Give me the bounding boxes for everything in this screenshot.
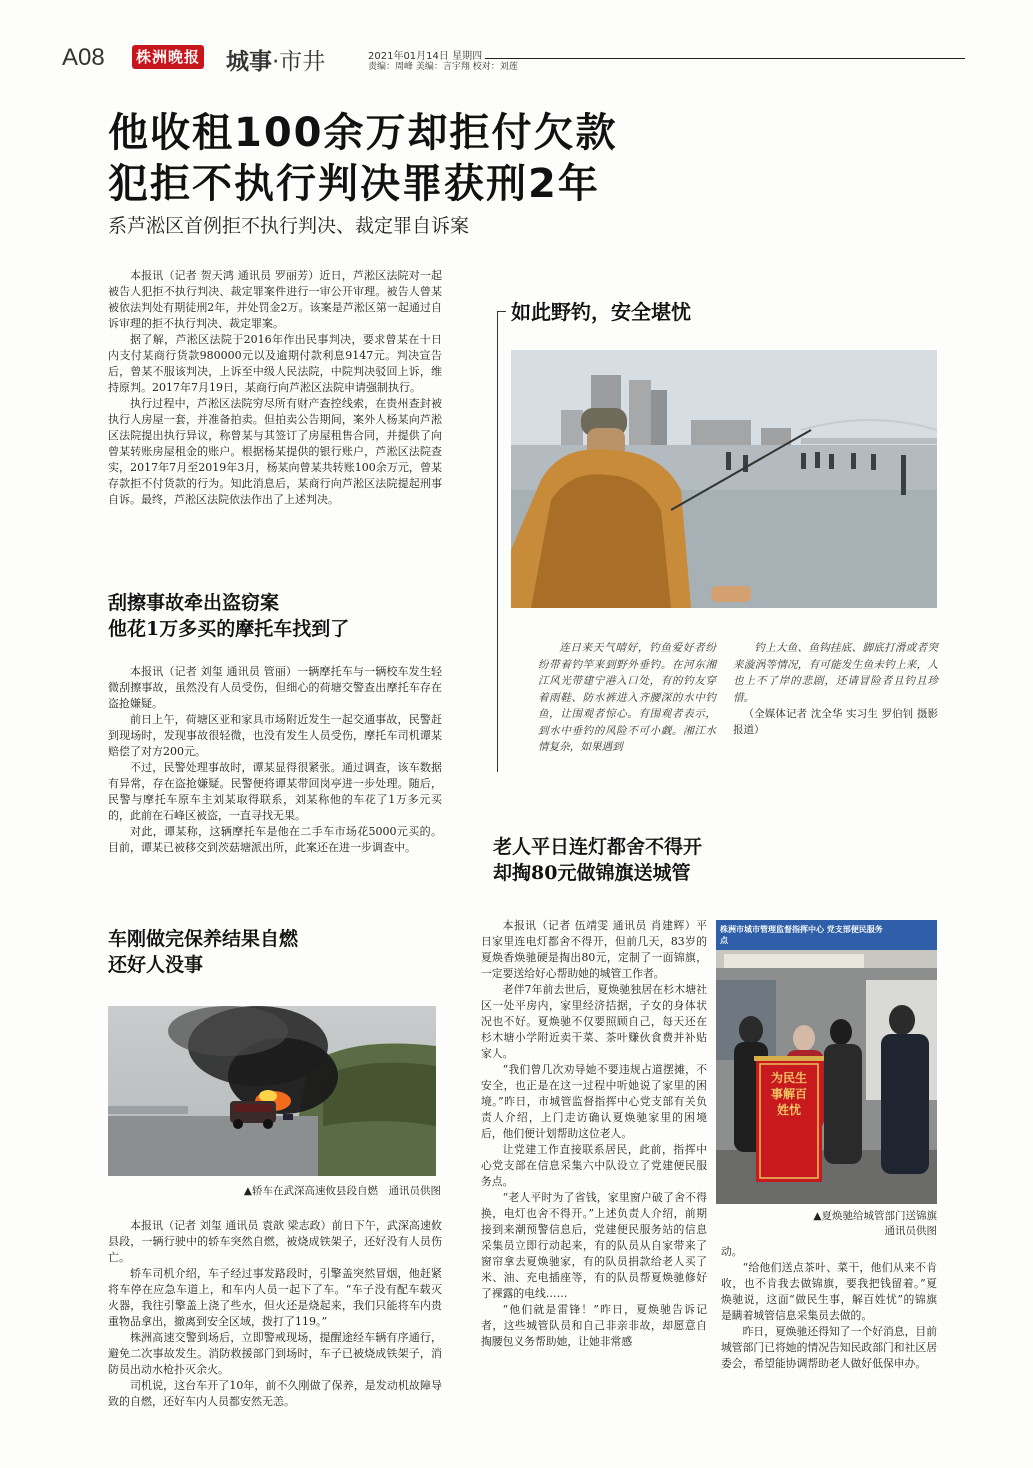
moto-paragraph: 不过，民警处理事故时，谭某显得很紧张。通过调查，该车数据有异常，存在盗抢嫌疑。民警便将谭某带回岗亭进一步处理。随后，民警与摩托车原车主刘某取得联系，刘某称他的车花了1万多元买的，此前在石峰区被盗，一直寻找无果。 [108, 761, 442, 822]
banner-paragraph: “我们曾几次劝导她不要违规占道摆摊，不安全，也正是在这一过程中听她说了家里的困境。”昨日，市城管监督指挥中心党支部有关负责人介绍，上门走访确认夏焕驰家里的困境后，他们便计划帮助这位老人。 [481, 1063, 707, 1140]
banner-article-right [721, 1244, 937, 1372]
banner-paragraph: 让党建工作直接联系居民，此前，指挥中心党支部在信息采集六中队设立了党建便民服务点。 [481, 1143, 707, 1188]
banner-paragraph: 动。 [721, 1245, 743, 1258]
banner-photo-sign: 株洲市城市管理监督指挥中心 党支部便民服务点 [720, 925, 883, 945]
banner-paragraph: 本报讯（记者 伍靖雯 通讯员 肖建辉）平日家里连电灯都舍不得开，但前几天，83岁的夏焕香焕驰硬是掏出80元，定制了一面锦旗，一定要送给好心帮助她的城管工作者。 [481, 919, 707, 980]
car-paragraph: 司机说，这台车开了10年，前不久刚做了保养，是发动机故障导致的自燃，还好车内人员都安然无恙。 [108, 1379, 442, 1408]
banner-paragraph: “老人平时为了省钱，家里窗户破了舍不得换，电灯也舍不得开。”上述负责人介绍，前期接到来潮预警信息后，党建便民服务站的信息采集员立即行动起来，有的队员从自家带来了窗帘拿去夏焕驰家，有的队员捐款给老人买了米、油、充电插座等，有的队员帮夏焕驰修好了裸露的电线…… [481, 1191, 707, 1300]
lead-headline-line2: 犯拒不执行判决罪获刑2年 [108, 161, 600, 207]
fishing-credit: （全媒体记者 沈全华 实习生 罗伯钊 摄影报道） [733, 708, 938, 736]
lead-paragraph: 执行过程中，芦淞区法院穷尽所有财产查控线索，在贵州查封被执行人房屋一套，并准备拍卖。但拍卖公告期间，案外人杨某向芦淞区法院提出执行异议，称曾某与其签订了房屋租售合同，并提供了向曾某转账房屋租金的账户。根据杨某提供的银行账户，芦淞区法院查实，2017年7月至2019年3月，杨某向曾某共转账100余万元，曾某存款拒不付货款的行为。知此消息后，某商行向芦淞区法院提起刑事自诉。最终，芦淞区法院依法作出了上述判决。 [108, 397, 442, 506]
banner-headline-line1: 老人平日连灯都舍不得开 [493, 836, 703, 858]
lead-paragraph: 据了解，芦淞区法院于2016年作出民事判决，要求曾某在十日内支付某商行货款980000元以及逾期付款利息9147元。判决宣告后，曾某不服该判决，上诉至中级人民法院，中院判决驳回上诉，维持原判。2017年7月19日，某商行向芦淞区法院申请强制执行。 [108, 333, 442, 394]
editor-credits: 责编：周峰 美编：言宇翔 校对：刘莲 [368, 62, 518, 72]
moto-headline-line2: 他花1万多买的摩托车找到了 [108, 618, 350, 640]
banner-headline [493, 834, 823, 886]
banner-photo-caption-line1: ▲夏焕驰给城管部门送锦旗 [813, 1210, 937, 1222]
banner-photo-caption-line2: 通讯员供图 [884, 1225, 937, 1237]
car-headline [108, 926, 448, 978]
fishing-caption-col1 [538, 640, 716, 756]
banner-paragraph: “给他们送点茶叶、菜干，他们从来不肯收，也不肯我去做锦旗，要我把钱留着。”夏焕驰说，这面“做民生事，解百姓忧”的锦旗是瞒着城管信息采集员去做的。 [721, 1261, 937, 1322]
banner-photo [716, 920, 937, 1204]
banner-paragraph: 老伴7年前去世后，夏焕驰独居在杉木塘社区一处平房内，家里经济拮据，子女的身体状况也不好。夏焕驰不仅要照顾自己，每天还在杉木塘小学附近卖干菜、茶叶赚伙食费并补贴家人。 [481, 983, 707, 1060]
banner-paragraph: “他们就是雷锋！”昨日，夏焕驰告诉记者，这些城管队员和自己非亲非故，却愿意自掏腰包义务帮助她，让她非常感 [481, 1303, 707, 1348]
section-b: ·市井 [272, 49, 326, 75]
car-paragraph: 本报讯（记者 刘玺 通讯员 袁歆 梁志政）前日下午，武深高速攸县段，一辆行驶中的轿车突然自燃，被烧成铁架子，还好没有人员伤亡。 [108, 1219, 442, 1264]
fishing-frame-rule [497, 311, 506, 772]
car-paragraph: 株洲高速交警到场后，立即警戒现场，提醒途经车辆有序通行，避免二次事故发生。消防救援部门到场时，车子已被烧成铁架子，消防员出动水枪扑灭余火。 [108, 1331, 442, 1376]
section-name [226, 43, 325, 76]
moto-paragraph: 前日上午，荷塘区亚和家具市场附近发生一起交通事故，民警赶到现场时，发现事故很轻微，也没有发生人员受伤，摩托车司机谭某赔偿了对方200元。 [108, 713, 442, 758]
masthead-rule [485, 58, 965, 59]
fishing-caption-text: 钓上大鱼、鱼钩挂底、脚底打滑或者突来漩涡等情况，有可能发生鱼未钓上来，人也上不了岸的悲剧，还请冒险者且钓且珍惜。 [733, 642, 938, 704]
fishing-headline: 如此野钓，安全堪忧 [511, 300, 691, 324]
car-article [108, 1218, 442, 1410]
fishing-caption-col2 [733, 640, 938, 738]
issue-date: 2021年01月14日 星期四 [368, 51, 483, 62]
car-fire-photo [108, 1006, 436, 1176]
newspaper-logo: 株洲晚报 [132, 45, 204, 69]
lead-article [108, 268, 442, 508]
moto-headline-line1: 刮擦事故牵出盗窃案 [108, 592, 280, 614]
moto-paragraph: 对此，谭某称，这辆摩托车是他在二手车市场花5000元买的。目前，谭某已被移交到茨菇塘派出所，此案还在进一步调查中。 [108, 825, 442, 854]
car-headline-line1: 车刚做完保养结果自燃 [108, 928, 299, 950]
moto-headline [108, 590, 448, 642]
banner-flag-text: 为民生事解百姓忧 [770, 1071, 807, 1117]
moto-article [108, 664, 442, 856]
car-photo-caption: ▲轿车在武深高速攸县段自燃 通讯员供图 [243, 1185, 441, 1197]
car-paragraph: 轿车司机介绍，车子经过事发路段时，引擎盖突然冒烟，他赶紧将车停在应急车道上，和车内人员一起下了车。“车子没有配车载灭火器，我往引擎盖上浇了些水，但火还是烧起来，我们只能将车内贵重物品拿出，撤离到安全区域，拨打了119。” [108, 1267, 442, 1328]
fishing-photo [511, 350, 937, 608]
fishing-caption-text: 连日来天气晴好，钓鱼爱好者纷纷带着钓竿来到野外垂钓。在河东湘江风光带建宁港入口处，有的钓友穿着雨鞋、防水裤进入齐腰深的水中钓鱼，让围观者惊心。有围观者表示，到水中垂钓的风险不可小觑。湘江水情复杂，如果遇到 [538, 642, 716, 753]
car-headline-line2: 还好人没事 [108, 954, 204, 976]
banner-article-left [481, 918, 707, 1350]
page-number: A08 [62, 44, 105, 71]
lead-subtitle: 系芦淞区首例拒不执行判决、裁定罪自诉案 [108, 215, 470, 237]
lead-paragraph: 本报讯（记者 贺天鸿 通讯员 罗丽芳）近日，芦淞区法院对一起被告人犯拒不执行判决、裁定罪案件进行一审公开审理。被告人曾某被依法判处有期徒刑2年，并处罚金2万。该案是芦淞区第一起通过自诉审理的拒不执行判决、裁定罪案。 [108, 269, 442, 330]
lead-headline [108, 108, 618, 210]
section-a: 城事 [226, 49, 272, 75]
banner-headline-line2: 却掏80元做锦旗送城管 [493, 862, 691, 884]
lead-headline-line1: 他收租100余万却拒付欠款 [108, 110, 618, 156]
banner-paragraph: 昨日，夏焕驰还得知了一个好消息，目前城管部门已将她的情况告知民政部门和社区居委会，希望能协调帮助老人做好低保申办。 [721, 1325, 937, 1370]
moto-paragraph: 本报讯（记者 刘玺 通讯员 管丽）一辆摩托车与一辆校车发生轻微刮擦事故，虽然没有人员受伤，但细心的荷塘交警查出摩托车存在盗抢嫌疑。 [108, 665, 442, 710]
banner-photo-caption [716, 1208, 937, 1238]
